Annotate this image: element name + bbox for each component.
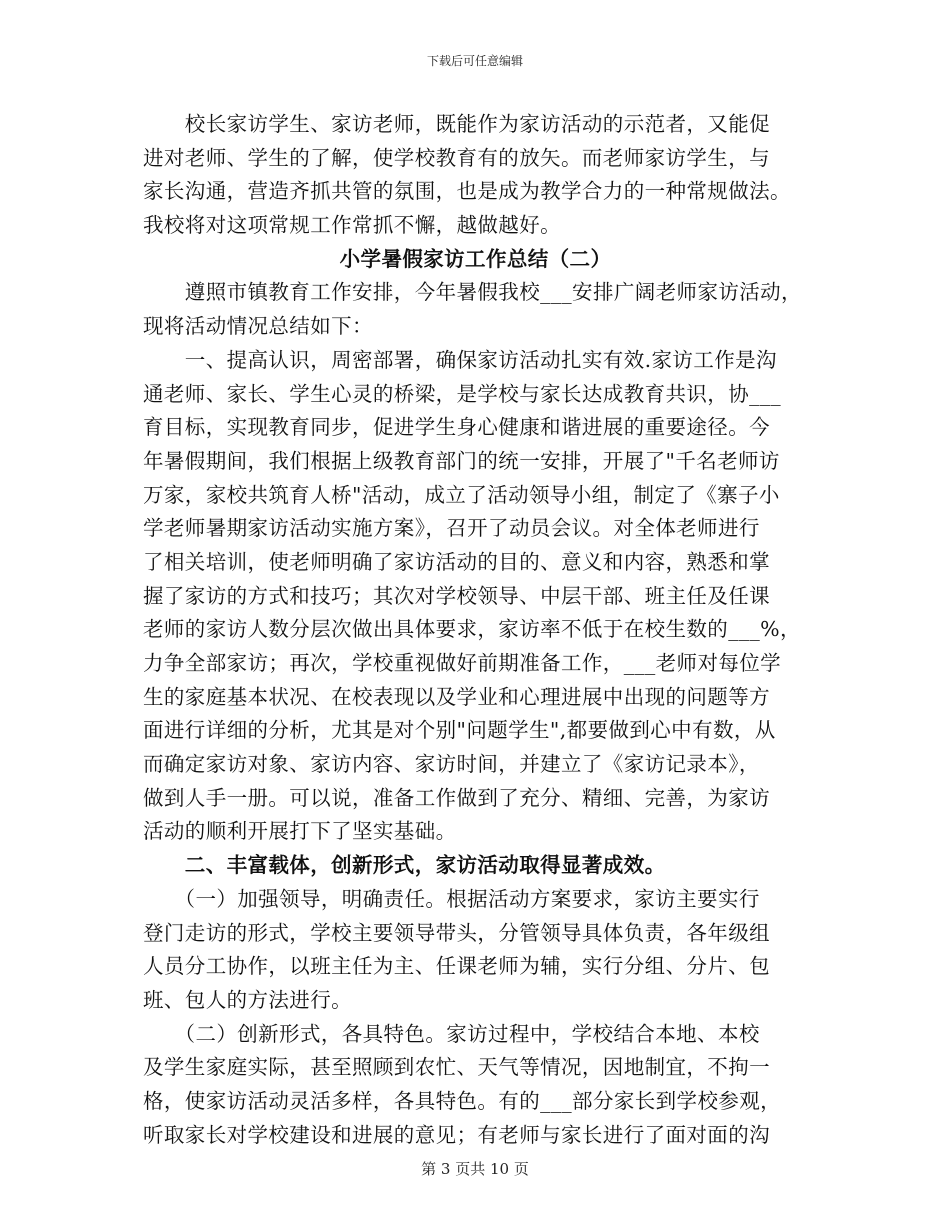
text-line: 校长家访学生、家访老师，既能作为家访活动的示范者，又能促 — [143, 112, 770, 136]
document-body — [143, 108, 808, 1152]
text-line: 进对老师、学生的了解，使学校教育有的放矢。而老师家访学生，与 — [143, 145, 770, 170]
section-heading: 二、丰富载体，创新形式，家访活动取得显著成效。 — [143, 853, 666, 878]
text-line: 做到人手一册。可以说，准备工作做到了充分、精细、完善，为家访 — [143, 785, 770, 810]
page-number-footer: 第 3 页共 10 页 — [421, 1160, 529, 1178]
text-line: 而确定家访对象、家访内容、家访时间，并建立了《家访记录本》， — [143, 752, 760, 777]
text-line: 万家，家校共筑育人桥"活动，成立了活动领导小组，制定了《寨子小 — [143, 482, 780, 507]
text-line: 握了家访的方式和技巧；其次对学校领导、中层干部、班主任及任课 — [143, 583, 770, 608]
text-line: 活动的顺利开展打下了坚实基础。 — [143, 819, 457, 844]
text-line: （一）加强领导，明确责任。根据活动方案要求，家访主要实行 — [143, 886, 760, 911]
text-line: 了相关培训，使老师明确了家访活动的目的、意义和内容，熟悉和掌 — [143, 549, 770, 574]
text-line: 登门走访的形式，学校主要领导带头，分管领导具体负责，各年级组 — [143, 920, 770, 945]
text-line: 格，使家访活动灵活多样，各具特色。有的___部分家长到学校参观， — [143, 1088, 782, 1113]
text-line: 我校将对这项常规工作常抓不懈，越做越好。 — [143, 213, 561, 238]
text-line: 力争全部家访；再次，学校重视做好前期准备工作，___老师对每位学 — [143, 651, 782, 675]
section-title: 小学暑假家访工作总结（二） — [339, 246, 612, 271]
text-line: 老师的家访人数分层次做出具体要求，家访率不低于在校生数的___%， — [143, 617, 801, 642]
text-line: 现将活动情况总结如下： — [143, 314, 373, 339]
text-line: 育目标，实现教育同步，促进学生身心健康和谐进展的重要途径。今 — [143, 415, 770, 440]
text-line: 年暑假期间，我们根据上级教育部门的统一安排，开展了"千名老师访 — [143, 448, 780, 473]
text-line: 面进行详细的分析，尤其是对个别"问题学生",都要做到心中有数，从 — [143, 718, 776, 743]
text-line: （二）创新形式，各具特色。家访过程中，学校结合本地、本校 — [143, 1021, 760, 1046]
text-line: 人员分工协作，以班主任为主、任课老师为辅，实行分组、分片、包 — [143, 954, 770, 979]
text-line: 遵照市镇教育工作安排，今年暑假我校___安排广阔老师家访活动， — [143, 280, 802, 305]
text-line: 一、提高认识，周密部署，确保家访活动扎实有效.家访工作是沟 — [143, 347, 777, 372]
text-line: 家长沟通，营造齐抓共管的氛围，也是成为教学合力的一种常规做法。 — [143, 179, 791, 204]
page-header-note: 下载后可任意编辑 — [426, 54, 523, 68]
text-line: 听取家长对学校建设和进展的意见；有老师与家长进行了面对面的沟 — [143, 1122, 770, 1147]
text-line: 学老师暑期家访活动实施方案》，召开了动员会议。对全体老师进行 — [143, 516, 760, 541]
text-line: 生的家庭基本状况、在校表现以及学业和心理进展中出现的问题等方 — [143, 684, 770, 709]
text-line: 及学生家庭实际，甚至照顾到农忙、天气等情况，因地制宜，不拘一 — [143, 1055, 770, 1080]
text-line: 班、包人的方法进行。 — [143, 987, 352, 1012]
text-line: 通老师、家长、学生心灵的桥梁，是学校与家长达成教育共识，协___ — [143, 381, 782, 406]
